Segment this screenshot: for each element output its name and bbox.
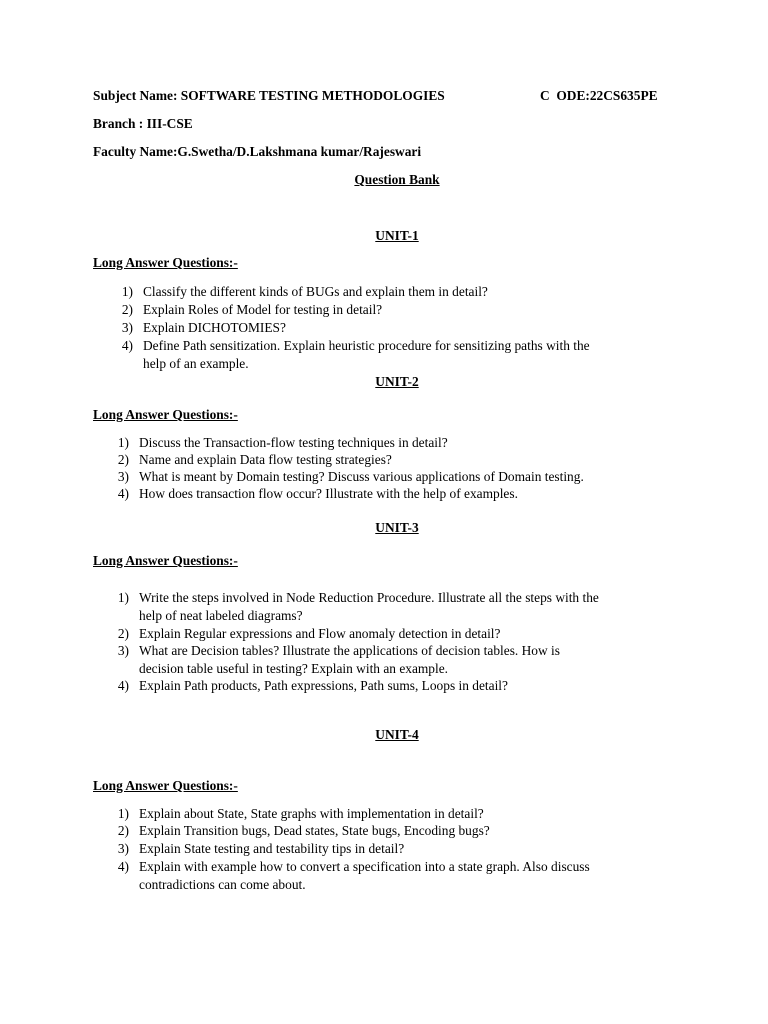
question-number: 4): [117, 678, 129, 693]
unit-4-title: UNIT-4: [375, 727, 419, 742]
question-text: What are Decision tables? Illustrate the applications of decision tables. How is: [139, 643, 560, 658]
unit-1-subtitle: Long Answer Questions:-: [93, 255, 238, 270]
question-number: 3): [121, 320, 133, 335]
question-text: Explain with example how to convert a specification into a state graph. Also discuss: [139, 859, 590, 874]
question-number: 2): [121, 302, 133, 317]
question-number: 1): [117, 435, 129, 450]
question-text-continued: decision table useful in testing? Explain with an example.: [139, 661, 449, 676]
question-text: Write the steps involved in Node Reduction Procedure. Illustrate all the steps with the: [139, 590, 599, 605]
question-number: 4): [117, 859, 129, 874]
page-title: Question Bank: [354, 172, 440, 187]
question-text: Explain Path products, Path expressions, Path sums, Loops in detail?: [139, 678, 508, 693]
unit-3-title: UNIT-3: [375, 520, 419, 535]
question-number: 2): [117, 823, 129, 838]
question-text-continued: help of neat labeled diagrams?: [139, 608, 303, 623]
unit-4-subtitle: Long Answer Questions:-: [93, 778, 238, 793]
question-text: Classify the different kinds of BUGs and explain them in detail?: [143, 284, 488, 299]
faculty-line: Faculty Name:G.Swetha/D.Lakshmana kumar/Rajeswari: [93, 144, 422, 159]
subject-name-value: SOFTWARE TESTING METHODOLOGIES: [180, 88, 445, 103]
question-number: 4): [117, 486, 129, 501]
question-number: 2): [117, 452, 129, 467]
question-text: Discuss the Transaction-flow testing techniques in detail?: [139, 435, 448, 450]
unit-2-subtitle: Long Answer Questions:-: [93, 407, 238, 422]
subject-code-prefix: C: [540, 88, 550, 103]
question-text: Explain Transition bugs, Dead states, State bugs, Encoding bugs?: [139, 823, 490, 838]
subject-code-value: ODE:22CS635PE: [556, 88, 658, 103]
unit-3-subtitle: Long Answer Questions:-: [93, 553, 238, 568]
question-text: Explain about State, State graphs with implementation in detail?: [139, 806, 484, 821]
question-text: Explain State testing and testability tips in detail?: [139, 841, 405, 856]
question-text-continued: contradictions can come about.: [139, 877, 306, 892]
subject-name-label: Subject Name: SOFTWARE TESTING METHODOLOGIES: [93, 88, 445, 103]
question-text: How does transaction flow occur? Illustrate with the help of examples.: [139, 486, 518, 501]
question-text: Explain DICHOTOMIES?: [143, 320, 286, 335]
unit-1-title: UNIT-1: [375, 228, 419, 243]
question-number: 1): [117, 806, 129, 821]
question-number: 1): [121, 284, 133, 299]
question-number: 3): [117, 643, 129, 658]
question-text: Explain Regular expressions and Flow anomaly detection in detail?: [139, 626, 501, 641]
question-text: Name and explain Data flow testing strategies?: [139, 452, 392, 467]
question-text-continued: help of an example.: [143, 356, 249, 371]
question-number: 3): [117, 841, 129, 856]
question-number: 3): [117, 469, 129, 484]
unit-2-title: UNIT-2: [375, 374, 419, 389]
branch-line: Branch : III-CSE: [93, 116, 193, 131]
question-number: 4): [121, 338, 133, 353]
subject-code: [540, 88, 658, 104]
question-text: What is meant by Domain testing? Discuss various applications of Domain testing.: [139, 469, 584, 484]
question-text: Explain Roles of Model for testing in detail?: [143, 302, 383, 317]
question-text: Define Path sensitization. Explain heuristic procedure for sensitizing paths with the: [143, 338, 590, 353]
question-number: 1): [117, 590, 129, 605]
question-number: 2): [117, 626, 129, 641]
